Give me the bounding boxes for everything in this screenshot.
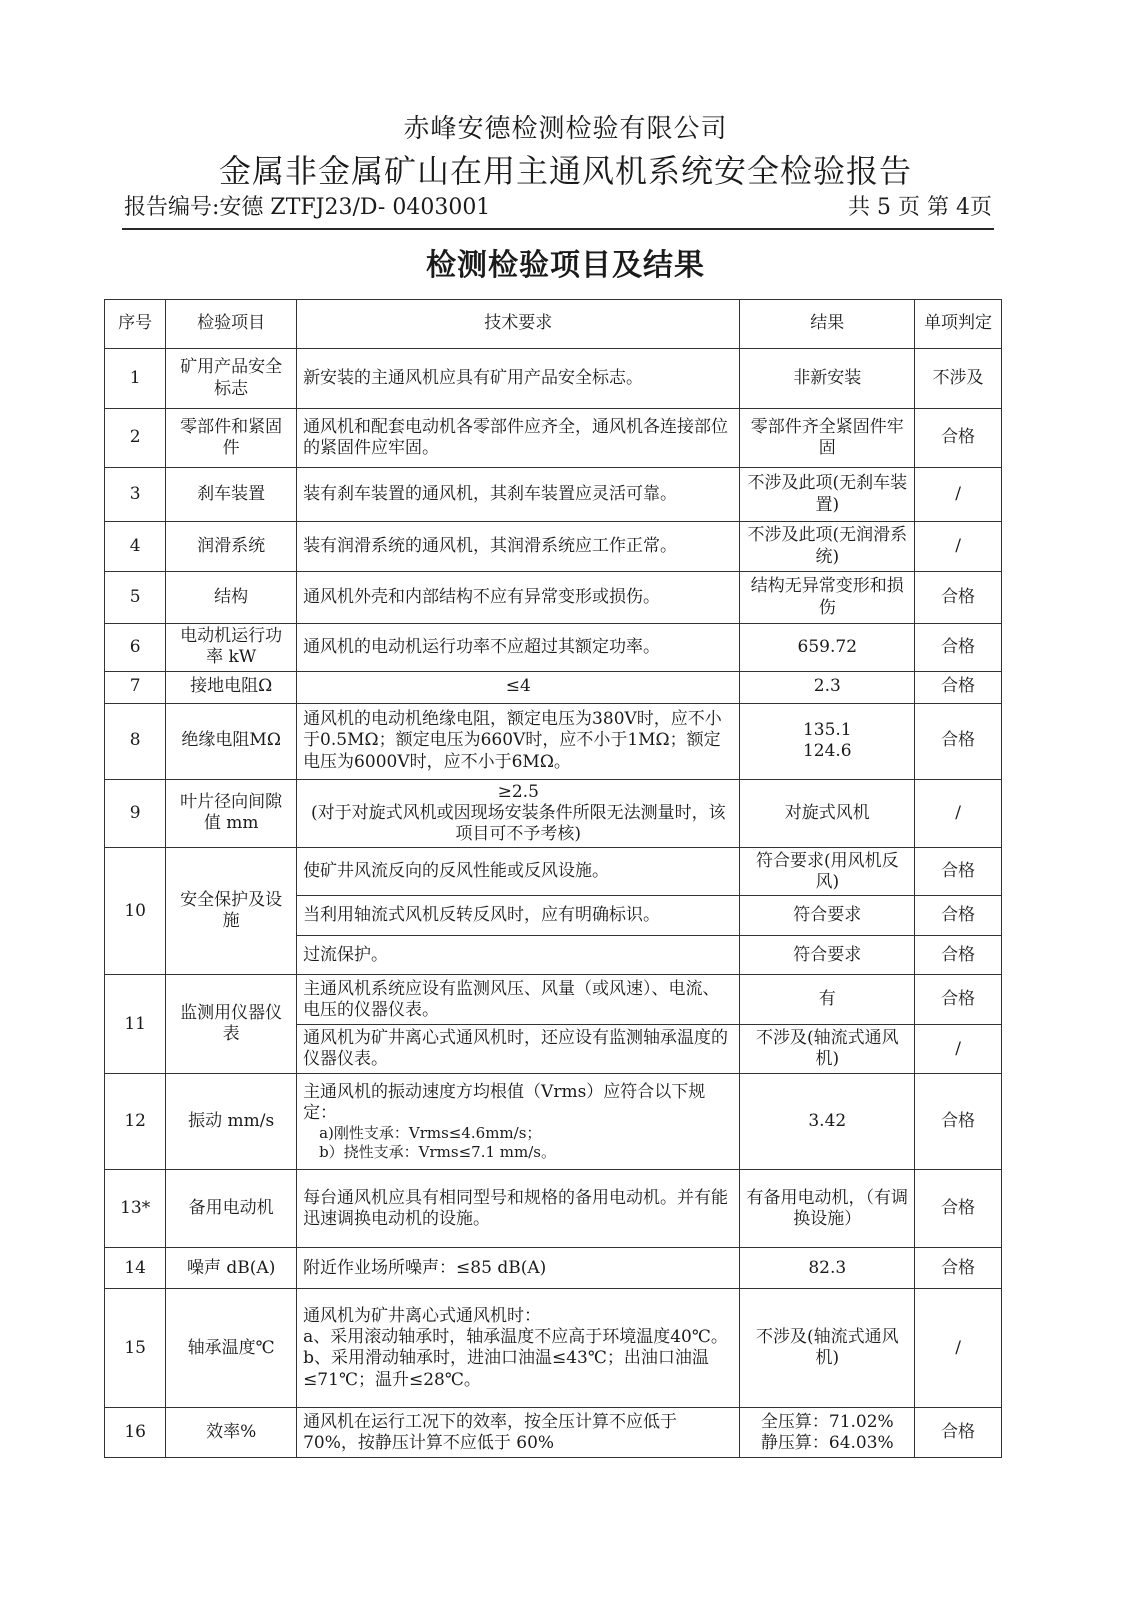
table-row (105, 1289, 1002, 1408)
row-item: 监测用仪器仪表 (166, 975, 297, 1074)
row-item: 零部件和紧固件 (166, 409, 297, 468)
row-verdict: / (915, 1025, 1002, 1074)
row-requirement: ≤4 (297, 671, 740, 703)
report-title: 金属非金属矿山在用主通风机系统安全检验报告 (218, 152, 912, 190)
col-header-requirement: 技术要求 (297, 300, 740, 349)
row-item: 效率% (166, 1408, 297, 1458)
row-no: 2 (105, 409, 166, 468)
row-no: 9 (105, 779, 166, 848)
row-result: 符合要求 (740, 896, 915, 936)
row-item: 绝缘电阻MΩ (166, 703, 297, 779)
row-requirement: 附近作业场所噪声：≤85 dB(A) (297, 1248, 740, 1289)
row-verdict: 合格 (915, 848, 1002, 896)
row-no: 4 (105, 522, 166, 572)
table-row (105, 1170, 1002, 1248)
table-row (105, 848, 1002, 896)
requirement-subline: a)刚性支承：Vrms≤4.6mm/s； (319, 1124, 542, 1143)
company-name: 赤峰安德检测检验有限公司 (403, 114, 728, 144)
row-no: 11 (105, 975, 166, 1074)
row-requirement: 通风机的电动机运行功率不应超过其额定功率。 (297, 624, 740, 672)
row-item: 轴承温度℃ (166, 1289, 297, 1408)
row-result: 不涉及(轴流式通风机) (740, 1025, 915, 1074)
row-result: 不涉及(轴流式通风机) (740, 1289, 915, 1408)
row-requirement (297, 1289, 740, 1408)
row-item: 矿用产品安全标志 (166, 349, 297, 409)
row-no: 12 (105, 1074, 166, 1170)
row-verdict: / (915, 1289, 1002, 1408)
row-verdict: 合格 (915, 1074, 1002, 1170)
row-requirement (297, 779, 740, 848)
table-row (105, 624, 1002, 672)
row-verdict: / (915, 468, 1002, 522)
row-no: 6 (105, 624, 166, 672)
row-result: 82.3 (740, 1248, 915, 1289)
row-no: 1 (105, 349, 166, 409)
table-row (105, 468, 1002, 522)
requirement-subline: b）挠性支承：Vrms≤7.1 mm/s。 (319, 1143, 556, 1161)
row-verdict: 合格 (915, 572, 1002, 624)
row-no: 14 (105, 1248, 166, 1289)
row-requirement (297, 1074, 740, 1170)
row-verdict: 合格 (915, 409, 1002, 468)
table-row (105, 1248, 1002, 1289)
col-header-result: 结果 (740, 300, 915, 349)
row-no: 10 (105, 848, 166, 975)
requirement-line: (对于对旋式风机或因现场安装条件所限无法测量时，该项目可不予考核) (310, 802, 726, 844)
row-requirement: 使矿井风流反向的反风性能或反风设施。 (297, 848, 740, 896)
col-header-verdict: 单项判定 (915, 300, 1002, 349)
row-no: 3 (105, 468, 166, 522)
row-requirement: 每台通风机应具有相同型号和规格的备用电动机。并有能迅速调换电动机的设施。 (297, 1170, 740, 1248)
requirement-line: 主通风机的振动速度方均根值（Vrms）应符合以下规定： (303, 1081, 706, 1123)
row-item: 振动 mm/s (166, 1074, 297, 1170)
table-row (105, 975, 1002, 1025)
row-result: 符合要求 (740, 936, 915, 975)
row-requirement: 通风机和配套电动机各零部件应齐全，通风机各连接部位的紧固件应牢固。 (297, 409, 740, 468)
row-result: 不涉及此项(无刹车装置) (740, 468, 915, 522)
row-requirement: 通风机的电动机绝缘电阻，额定电压为380V时，应不小于0.5MΩ；额定电压为660V时，应不小于1MΩ；额定电压为6000V时，应不小于6MΩ。 (297, 703, 740, 779)
row-result: 符合要求(用风机反风) (740, 848, 915, 896)
row-result: 659.72 (740, 624, 915, 672)
row-result (740, 703, 915, 779)
row-no: 5 (105, 572, 166, 624)
row-requirement: 当利用轴流式风机反转反风时，应有明确标识。 (297, 896, 740, 936)
report-meta-row (124, 190, 992, 224)
row-requirement: 装有润滑系统的通风机，其润滑系统应工作正常。 (297, 522, 740, 572)
requirement-line: b、采用滑动轴承时，进油口油温≤43℃；出油口油温≤71℃；温升≤28℃。 (303, 1348, 709, 1390)
result-value: 全压算：71.02% (760, 1411, 894, 1432)
row-verdict: 合格 (915, 1248, 1002, 1289)
requirement-line: ≥2.5 (497, 781, 539, 802)
row-verdict: 不涉及 (915, 349, 1002, 409)
row-requirement: 通风机外壳和内部结构不应有异常变形或损伤。 (297, 572, 740, 624)
row-result: 对旋式风机 (740, 779, 915, 848)
row-no: 15 (105, 1289, 166, 1408)
row-verdict: 合格 (915, 975, 1002, 1025)
inspection-table (104, 299, 1002, 1458)
row-no: 13* (105, 1170, 166, 1248)
row-verdict: / (915, 779, 1002, 848)
row-verdict: 合格 (915, 671, 1002, 703)
row-requirement: 新安装的主通风机应具有矿用产品安全标志。 (297, 349, 740, 409)
row-item: 结构 (166, 572, 297, 624)
row-item: 电动机运行功率 kW (166, 624, 297, 672)
row-requirement: 过流保护。 (297, 936, 740, 975)
row-result: 零部件齐全紧固件牢固 (740, 409, 915, 468)
row-item: 刹车装置 (166, 468, 297, 522)
row-no: 8 (105, 703, 166, 779)
row-requirement: 装有刹车装置的通风机，其刹车装置应灵活可靠。 (297, 468, 740, 522)
result-value: 124.6 (802, 741, 852, 761)
row-result (740, 1408, 915, 1458)
row-result: 3.42 (740, 1074, 915, 1170)
result-value: 135.1 (802, 719, 852, 740)
row-requirement: 通风机为矿井离心式通风机时，还应设有监测轴承温度的仪器仪表。 (297, 1025, 740, 1074)
row-result: 结构无异常变形和损伤 (740, 572, 915, 624)
result-value: 静压算：64.03% (760, 1432, 894, 1453)
row-requirement: 主通风机系统应设有监测风压、风量（或风速）、电流、电压的仪器仪表。 (297, 975, 740, 1025)
table-row (105, 349, 1002, 409)
row-item: 润滑系统 (166, 522, 297, 572)
row-no: 7 (105, 671, 166, 703)
requirement-line: a、采用滚动轴承时，轴承温度不应高于环境温度40℃。 (303, 1327, 728, 1347)
row-no: 16 (105, 1408, 166, 1458)
table-header-row (105, 300, 1002, 349)
row-requirement: 通风机在运行工况下的效率，按全压计算不应低于 70%，按静压计算不应低于 60% (297, 1408, 740, 1458)
row-result: 不涉及此项(无润滑系统) (740, 522, 915, 572)
row-result: 2.3 (740, 671, 915, 703)
row-item: 备用电动机 (166, 1170, 297, 1248)
requirement-line: 通风机为矿井离心式通风机时： (303, 1305, 542, 1326)
row-verdict: 合格 (915, 896, 1002, 936)
row-verdict: 合格 (915, 624, 1002, 672)
row-item: 叶片径向间隙值 mm (166, 779, 297, 848)
row-verdict: 合格 (915, 1170, 1002, 1248)
row-result: 有 (740, 975, 915, 1025)
row-verdict: / (915, 522, 1002, 572)
header-divider (122, 228, 994, 230)
table-row (105, 409, 1002, 468)
table-row (105, 671, 1002, 703)
table-row (105, 1408, 1002, 1458)
section-title: 检测检验项目及结果 (426, 248, 705, 283)
col-header-item: 检验项目 (166, 300, 297, 349)
table-row (105, 779, 1002, 848)
row-verdict: 合格 (915, 1408, 1002, 1458)
table-row (105, 1074, 1002, 1170)
row-result: 有备用电动机，（有调换设施） (740, 1170, 915, 1248)
row-item: 噪声 dB(A) (166, 1248, 297, 1289)
report-number: 报告编号:安德 ZTFJ23/D- 0403001 (124, 195, 491, 220)
row-verdict: 合格 (915, 703, 1002, 779)
page-info: 共 5 页 第 4页 (848, 195, 992, 220)
table-row (105, 572, 1002, 624)
row-item: 接地电阻Ω (166, 671, 297, 703)
row-item: 安全保护及设施 (166, 848, 297, 975)
table-row (105, 522, 1002, 572)
table-row (105, 703, 1002, 779)
row-verdict: 合格 (915, 936, 1002, 975)
col-header-no: 序号 (105, 300, 166, 349)
row-result: 非新安装 (740, 349, 915, 409)
